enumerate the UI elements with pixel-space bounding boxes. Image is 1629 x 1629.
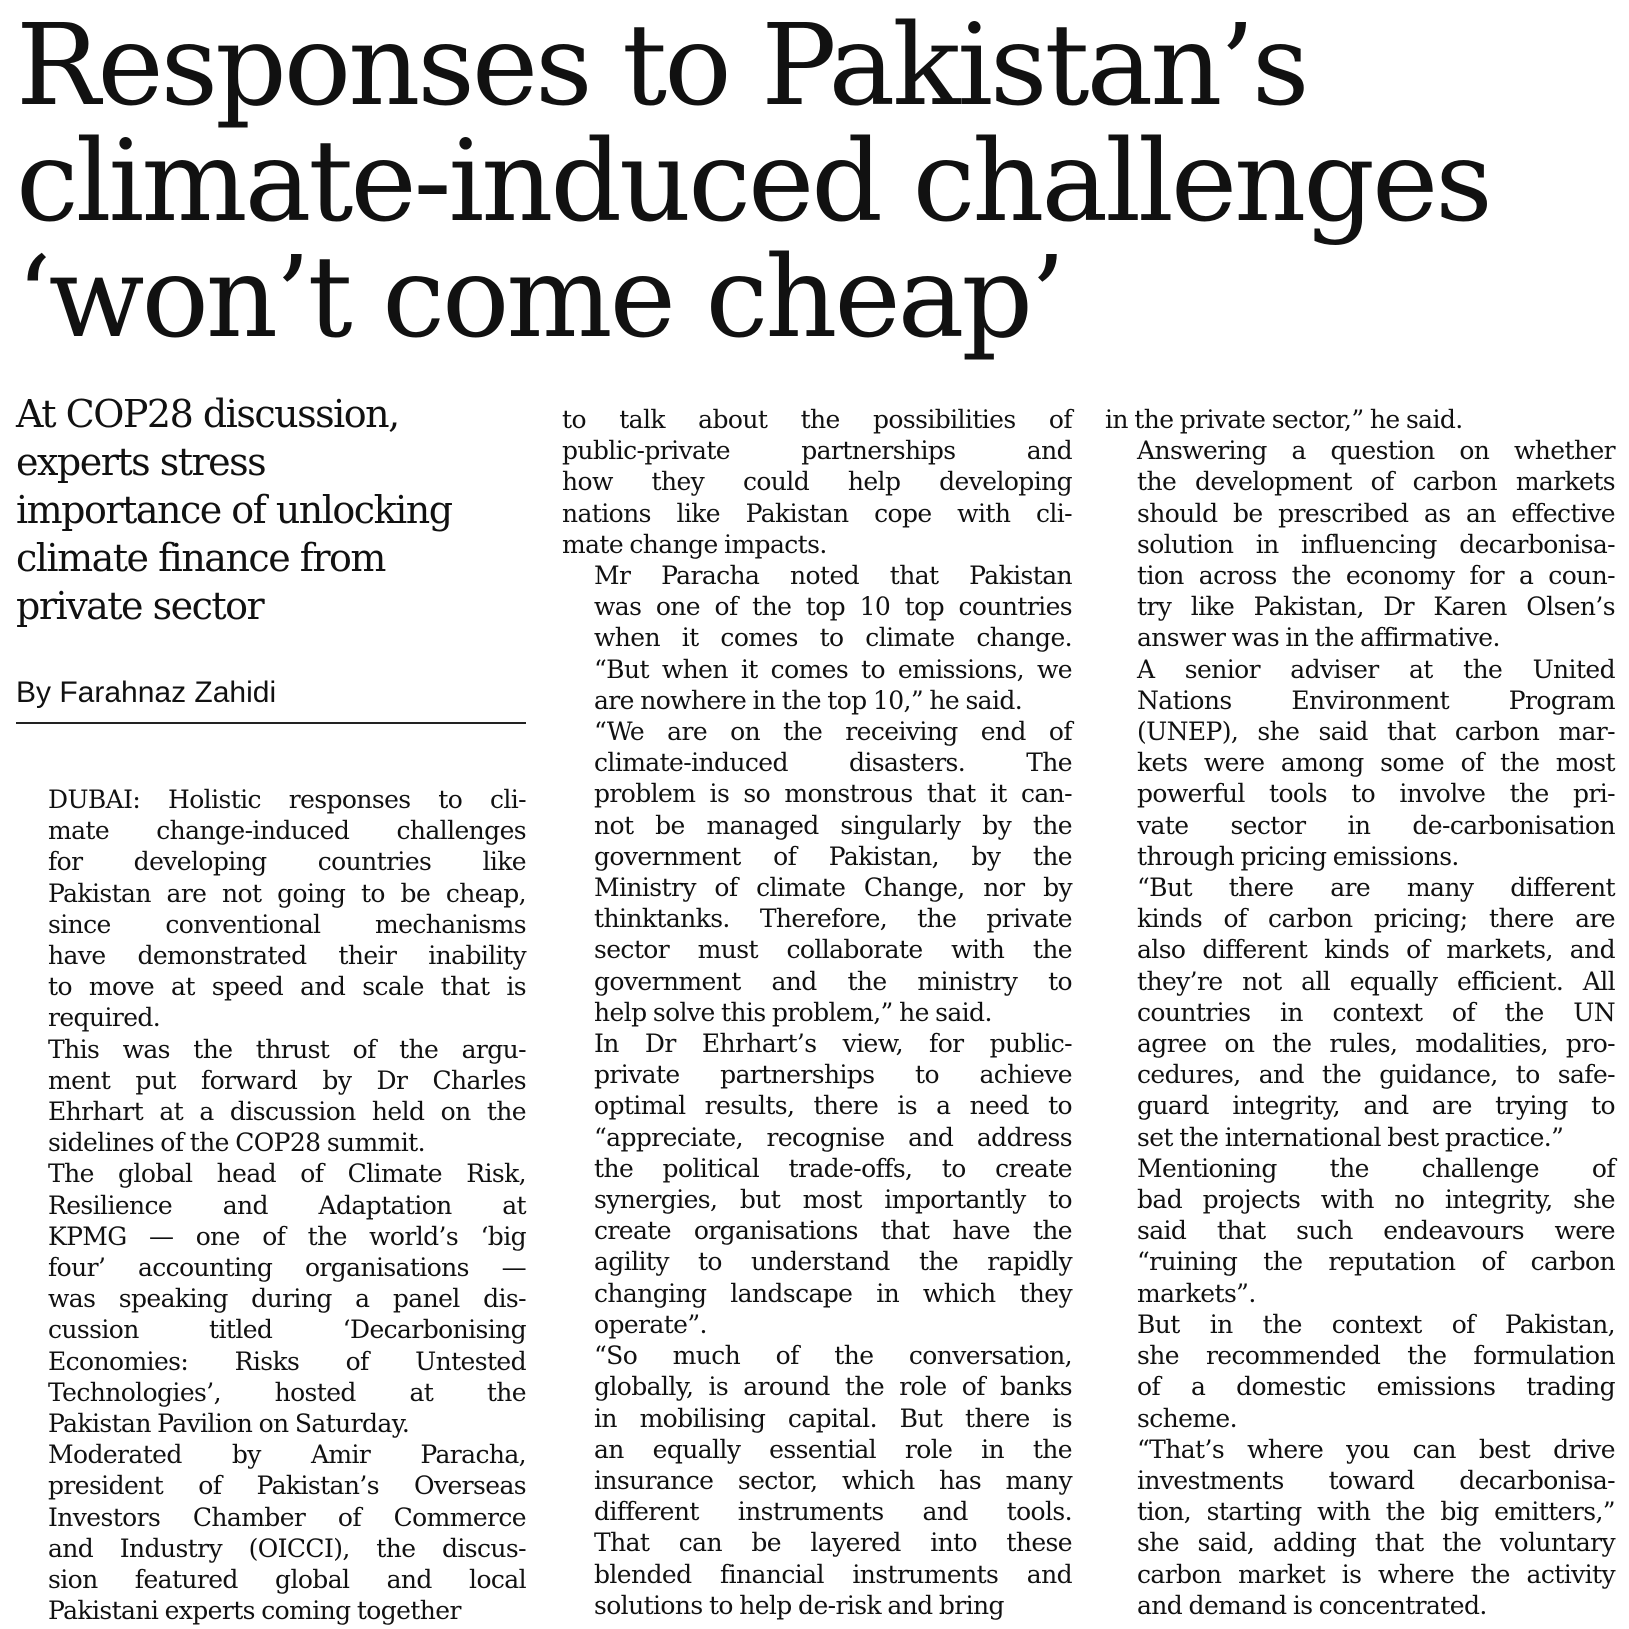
text-line: Pakistan Pavilion on Saturday.: [48, 1409, 410, 1439]
standfirst: [16, 390, 536, 630]
text-line: cussion titled ‘Decarbonising: [48, 1315, 526, 1345]
article-column-3: [1105, 404, 1615, 1621]
text-line: blended financial instruments and: [594, 1559, 1072, 1589]
text-line: kinds of carbon pricing; there are: [1137, 904, 1615, 934]
paragraph: [1105, 435, 1615, 653]
text-line: “We are on the receiving end of: [594, 717, 1072, 747]
paragraph: [562, 404, 1072, 560]
text-line: changing landscape in which they: [594, 1278, 1072, 1308]
text-line: problem is so monstrous that it can-: [594, 779, 1072, 809]
text-line: tion across the economy for a coun-: [1137, 561, 1615, 591]
text-line: sidelines of the COP28 summit.: [48, 1128, 425, 1158]
text-line: vate sector in de-carbonisation: [1137, 810, 1615, 840]
text-line: not be managed singularly by the: [594, 810, 1072, 840]
text-line: ment put forward by Dr Charles: [48, 1065, 526, 1095]
paragraph: [562, 1340, 1072, 1621]
text-line: solution in influencing decarbonisa-: [1137, 529, 1615, 559]
text-line: synergies, but most importantly to: [594, 1185, 1072, 1215]
paragraph: [1105, 1153, 1615, 1309]
text-line: they’re not all equally efficient. All: [1137, 966, 1615, 996]
text-line: public-private partnerships and: [562, 436, 1072, 466]
text-line: A senior adviser at the United: [1137, 654, 1615, 684]
text-line: sector must collaborate with the: [594, 935, 1072, 965]
text-line: In Dr Ehrhart’s view, for public-: [594, 1029, 1072, 1059]
text-line: nations like Pakistan cope with cli-: [562, 498, 1072, 528]
text-line: was speaking during a panel dis-: [48, 1284, 526, 1314]
paragraph: [562, 1028, 1072, 1340]
text-line: But in the context of Pakistan,: [1137, 1309, 1615, 1339]
paragraph: [1105, 1434, 1615, 1621]
standfirst-line: private sector: [16, 584, 264, 628]
standfirst-line: importance of unlocking: [16, 488, 452, 532]
text-line: government and the ministry to: [594, 966, 1072, 996]
text-line: Ministry of climate Change, nor by: [594, 873, 1072, 903]
text-line: the development of carbon markets: [1137, 467, 1615, 497]
paragraph: [562, 560, 1072, 716]
text-line: “But there are many different: [1137, 873, 1615, 903]
byline: By Farahnaz Zahidi: [16, 676, 526, 724]
text-line: in the private sector,” he said.: [1105, 405, 1463, 434]
text-line: guard integrity, and are trying to: [1137, 1091, 1615, 1121]
standfirst-line: At COP28 discussion,: [16, 392, 399, 436]
text-line: “appreciate, recognise and address: [594, 1122, 1072, 1152]
paragraph: [16, 1034, 526, 1159]
text-line: the political trade-offs, to create: [594, 1153, 1072, 1183]
text-line: markets”.: [1137, 1278, 1256, 1308]
text-line: when it comes to climate change.: [594, 623, 1072, 653]
paragraph: [1105, 404, 1615, 435]
text-line: thinktanks. Therefore, the private: [594, 904, 1072, 934]
headline: [16, 1, 1616, 363]
text-line: she recommended the formulation: [1137, 1341, 1615, 1371]
text-line: since conventional mechanisms: [48, 909, 526, 939]
text-line: was one of the top 10 top countries: [594, 592, 1072, 622]
text-line: should be prescribed as an effective: [1137, 498, 1615, 528]
text-line: Resilience and Adaptation at: [48, 1190, 526, 1220]
text-line: investments toward decarbonisa-: [1137, 1465, 1615, 1495]
text-line: Mr Paracha noted that Pakistan: [594, 561, 1072, 591]
text-line: also different kinds of markets, and: [1137, 935, 1615, 965]
text-line: to talk about the possibilities of: [562, 405, 1072, 434]
text-line: mate change impacts.: [562, 529, 827, 559]
text-line: “ruining the reputation of carbon: [1137, 1247, 1615, 1277]
text-line: operate”.: [594, 1309, 707, 1339]
text-line: Moderated by Amir Paracha,: [48, 1440, 526, 1470]
article-column-1: [16, 784, 526, 1626]
text-line: private partnerships to achieve: [594, 1060, 1072, 1090]
text-line: to move at speed and scale that is: [48, 972, 526, 1002]
text-line: “That’s where you can best drive: [1137, 1434, 1615, 1464]
text-line: Ehrhart at a discussion held on the: [48, 1097, 526, 1127]
text-line: tion, starting with the big emitters,”: [1137, 1497, 1615, 1527]
text-line: Technologies’, hosted at the: [48, 1377, 526, 1407]
text-line: of a domestic emissions trading: [1137, 1372, 1615, 1402]
text-line: sion featured global and local: [48, 1565, 526, 1595]
text-line: how they could help developing: [562, 467, 1072, 497]
text-line: kets were among some of the most: [1137, 748, 1615, 778]
text-line: Nations Environment Program: [1137, 685, 1615, 715]
text-line: cedures, and the guidance, to safe-: [1137, 1060, 1615, 1090]
text-line: The global head of Climate Risk,: [48, 1159, 526, 1189]
text-line: Mentioning the challenge of: [1137, 1153, 1615, 1183]
text-line: scheme.: [1137, 1403, 1237, 1433]
text-line: have demonstrated their inability: [48, 941, 526, 971]
text-line: president of Pakistan’s Overseas: [48, 1471, 526, 1501]
text-line: Pakistani experts coming together: [48, 1596, 461, 1626]
text-line: (UNEP), she said that carbon mar-: [1137, 717, 1615, 747]
text-line: she said, adding that the voluntary: [1137, 1528, 1615, 1558]
text-line: This was the thrust of the argu-: [48, 1034, 526, 1064]
text-line: said that such endeavours were: [1137, 1216, 1615, 1246]
text-line: Economies: Risks of Untested: [48, 1346, 526, 1376]
text-line: for developing countries like: [48, 847, 526, 877]
text-line: optimal results, there is a need to: [594, 1091, 1072, 1121]
text-line: Answering a question on whether: [1137, 436, 1615, 466]
text-line: try like Pakistan, Dr Karen Olsen’s: [1137, 592, 1615, 622]
text-line: That can be layered into these: [594, 1528, 1072, 1558]
text-line: answer was in the affirmative.: [1137, 623, 1500, 653]
text-line: countries in context of the UN: [1137, 997, 1615, 1027]
text-line: bad projects with no integrity, she: [1137, 1185, 1615, 1215]
text-line: “So much of the conversation,: [594, 1341, 1072, 1371]
text-line: different instruments and tools.: [594, 1497, 1072, 1527]
headline-line: Responses to Pakistan’s: [16, 1, 1307, 131]
text-line: KPMG — one of the world’s ‘big: [48, 1221, 526, 1251]
standfirst-line: climate finance from: [16, 536, 385, 580]
text-line: government of Pakistan, by the: [594, 841, 1072, 871]
text-line: DUBAI: Holistic responses to cli-: [48, 785, 526, 814]
text-line: set the international best practice.”: [1137, 1122, 1564, 1152]
text-line: agree on the rules, modalities, pro-: [1137, 1029, 1615, 1059]
paragraph: [16, 1439, 526, 1626]
text-line: are nowhere in the top 10,” he said.: [594, 685, 1023, 715]
text-line: insurance sector, which has many: [594, 1465, 1072, 1495]
headline-line: climate-induced challenges: [16, 117, 1490, 247]
text-line: mate change-induced challenges: [48, 816, 526, 846]
article-column-2: [562, 404, 1072, 1621]
paragraph: [16, 1158, 526, 1439]
text-line: Investors Chamber of Commerce: [48, 1502, 526, 1532]
text-line: Pakistan are not going to be cheap,: [48, 878, 526, 908]
text-line: agility to understand the rapidly: [594, 1247, 1072, 1277]
paragraph: [562, 716, 1072, 1028]
standfirst-line: experts stress: [16, 440, 266, 484]
text-line: climate-induced disasters. The: [594, 748, 1072, 778]
paragraph: [1105, 872, 1615, 1153]
text-line: powerful tools to involve the pri-: [1137, 779, 1615, 809]
text-line: and demand is concentrated.: [1137, 1590, 1487, 1620]
text-line: carbon market is where the activity: [1137, 1559, 1615, 1589]
text-line: an equally essential role in the: [594, 1434, 1072, 1464]
text-line: four’ accounting organisations —: [48, 1253, 526, 1283]
text-line: and Industry (OICCI), the discus-: [48, 1533, 526, 1563]
text-line: create organisations that have the: [594, 1216, 1072, 1246]
text-line: through pricing emissions.: [1137, 841, 1459, 871]
paragraph: [1105, 1309, 1615, 1434]
text-line: “But when it comes to emissions, we: [594, 654, 1072, 684]
paragraph: [16, 784, 526, 1034]
paragraph: [1105, 654, 1615, 872]
headline-line: ‘won’t come cheap’: [16, 233, 1063, 363]
text-line: solutions to help de-risk and bring: [594, 1590, 1004, 1620]
text-line: help solve this problem,” he said.: [594, 997, 992, 1027]
text-line: in mobilising capital. But there is: [594, 1403, 1072, 1433]
text-line: required.: [48, 1003, 161, 1033]
text-line: globally, is around the role of banks: [594, 1372, 1072, 1402]
